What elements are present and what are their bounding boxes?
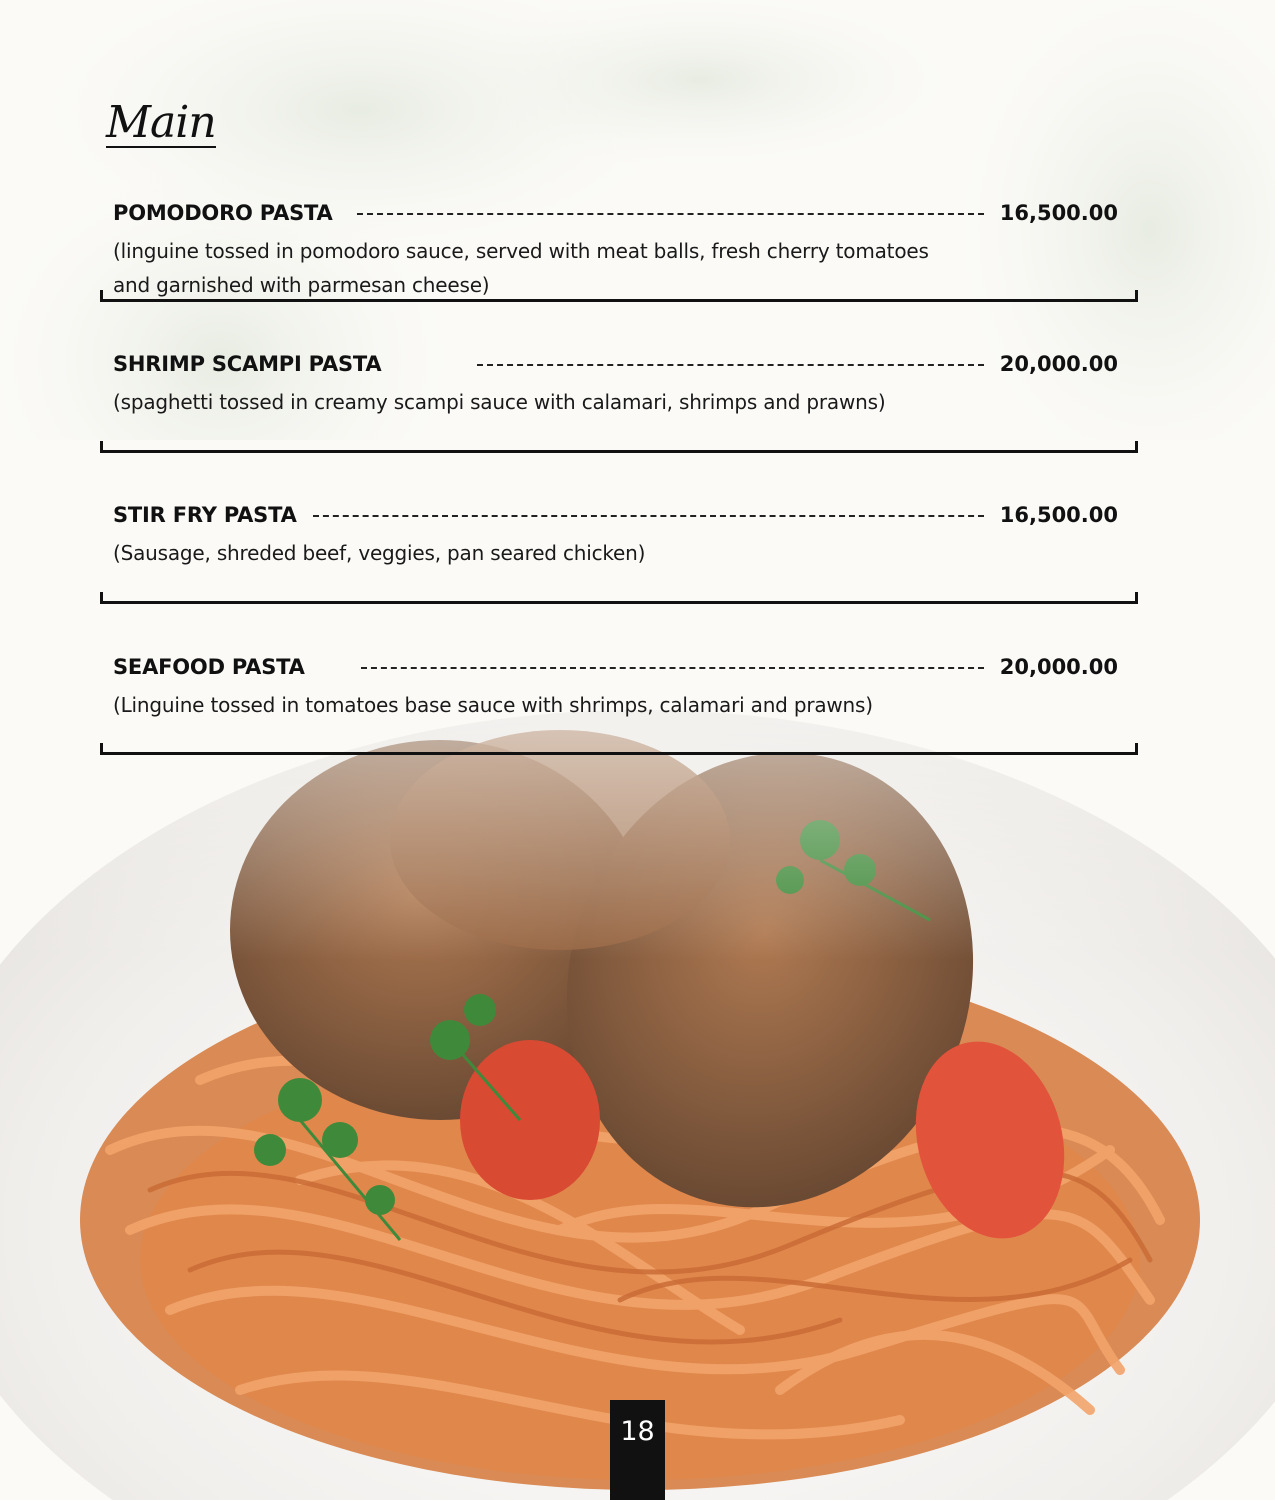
- menu-item-price: 20,000.00: [999, 352, 1118, 376]
- dotted-leader: [357, 213, 984, 215]
- description-line: (spaghetti tossed in creamy scampi sauce with calamari, shrimps and prawns): [113, 390, 886, 414]
- item-divider: [100, 290, 1138, 302]
- menu-item-stir-fry-pasta: [100, 502, 1138, 606]
- item-divider: [100, 743, 1138, 755]
- item-divider: [100, 441, 1138, 453]
- menu-item-name: POMODORO PASTA: [113, 201, 333, 225]
- dotted-leader: [313, 515, 984, 517]
- menu-item-header: [113, 654, 1118, 680]
- item-divider: [100, 592, 1138, 604]
- menu-item-name: STIR FRY PASTA: [113, 503, 297, 527]
- description-line: (Linguine tossed in tomatoes base sauce with shrimps, calamari and prawns): [113, 693, 873, 717]
- description-line: and garnished with parmesan cheese): [113, 273, 490, 297]
- menu-item-description: [113, 536, 1013, 570]
- dotted-leader: [361, 667, 984, 669]
- section-title: Main: [106, 97, 216, 148]
- menu-item-name: SHRIMP SCAMPI PASTA: [113, 352, 382, 376]
- description-line: (linguine tossed in pomodoro sauce, served with meat balls, fresh cherry tomatoes: [113, 239, 929, 263]
- menu-item-shrimp-scampi-pasta: [100, 351, 1138, 455]
- menu-item-description: [113, 385, 1013, 419]
- page-number: 18: [610, 1400, 665, 1500]
- menu-item-price: 16,500.00: [999, 503, 1118, 527]
- menu-item-price: 16,500.00: [999, 201, 1118, 225]
- menu-item-seafood-pasta: [100, 654, 1138, 758]
- dotted-leader: [477, 364, 983, 366]
- menu-item-header: [113, 200, 1118, 226]
- description-line: (Sausage, shreded beef, veggies, pan seared chicken): [113, 541, 646, 565]
- menu-item-pomodoro-pasta: [100, 200, 1138, 304]
- menu-item-description: [113, 688, 1013, 722]
- menu-item-header: [113, 502, 1118, 528]
- menu-item-name: SEAFOOD PASTA: [113, 655, 305, 679]
- menu-item-header: [113, 351, 1118, 377]
- menu-item-price: 20,000.00: [999, 655, 1118, 679]
